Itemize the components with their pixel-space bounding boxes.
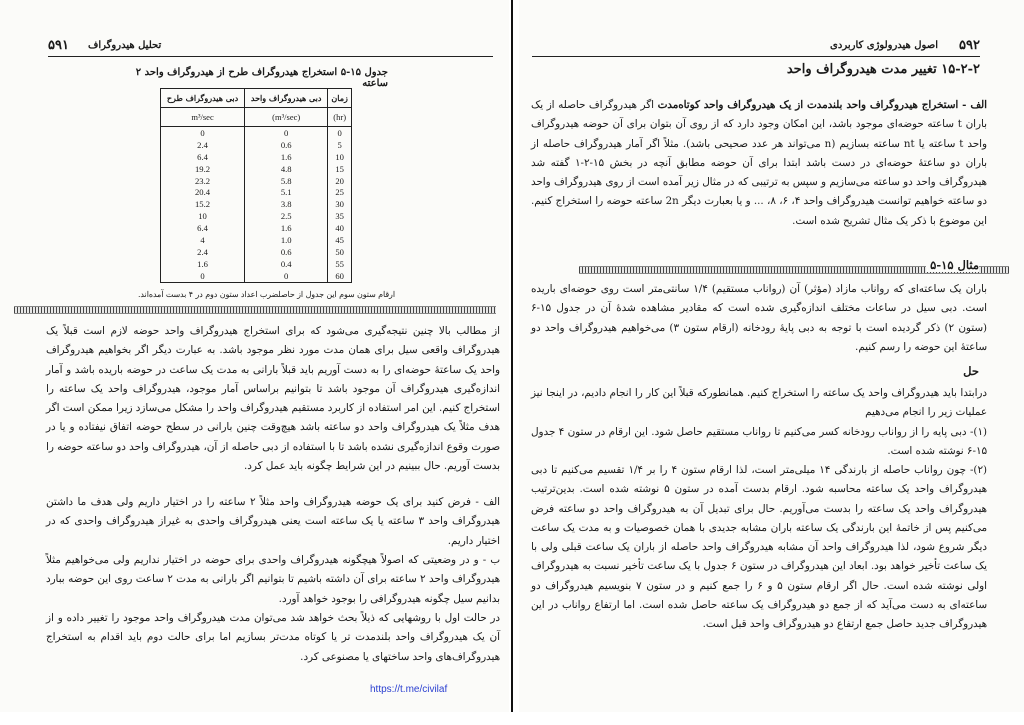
table-cell: 1.0 — [245, 234, 328, 246]
table-cell: 50 — [328, 246, 352, 258]
left-page — [0, 0, 509, 725]
left-running-header — [48, 38, 493, 57]
table-cell: 23.2 — [161, 175, 245, 187]
table-cell: 20 — [328, 175, 352, 187]
table-cell: 6.4 — [161, 151, 245, 163]
bottom-bar — [0, 712, 1024, 725]
table-row — [161, 175, 352, 187]
table-cell: 3.8 — [245, 198, 328, 210]
table-cell: 5 — [328, 139, 352, 151]
table-cell: 5.8 — [245, 175, 328, 187]
table-cell: 2.4 — [161, 139, 245, 151]
table-cell: 0 — [245, 270, 328, 282]
table-cell: 20.4 — [161, 186, 245, 198]
table-cell: 0.6 — [245, 246, 328, 258]
table-cell: 0.6 — [245, 139, 328, 151]
table-cell: 2.5 — [245, 210, 328, 222]
table-cell: 0 — [161, 270, 245, 282]
page-gutter — [509, 0, 519, 725]
left-page-number: ۵۹۱ — [48, 38, 69, 53]
table-cell: 4 — [161, 234, 245, 246]
section-title: ۱۵-۲-۲ تغییر مدت هیدروگراف واحد — [786, 62, 980, 77]
solution-paragraph: درابتدا باید هیدروگراف واحد یک ساعته را استخراج کنیم. همانطورکه قبلاً این کار را انجام دادیم، در اینجا نیز عملیات زیر را انجام می‌دهیم — [531, 387, 987, 419]
body-paragraph: ب - و در وضعیتی که اصولاً هیچگونه هیدروگراف واحدی برای حوضه در اختیار نداریم ولی می‌خواهیم مثلاً هیدروگراف واحد ۲ ساعته برای آن داشته باشیم تا بتوانیم اگر بارانی به مدت ۲ ساعت روی این حوضه ببارد بدانیم سیل چگونه هیدروگرافی را بوجود خواهد آورد. — [46, 554, 500, 605]
table-unit-unit-hydrograph: (m³/sec) — [245, 108, 328, 127]
solution-paragraph: (۱)- دبی پایه را از رواناب رودخانه کسر می‌کنیم تا رواناب مستقیم حاصل شود. این ارقام در ستون ۴ جدول ۱۵-۶ نوشته شده است. — [531, 426, 987, 458]
table-cell: 1.6 — [245, 151, 328, 163]
table-cell: 10 — [161, 210, 245, 222]
table-row — [161, 151, 352, 163]
table-unit-design: m³/sec — [161, 108, 245, 127]
table-row — [161, 186, 352, 198]
table-row — [161, 222, 352, 234]
table-cell: 1.6 — [245, 222, 328, 234]
body-paragraph: در حالت اول با روشهایی که ذیلاً بحث خواهد شد می‌توان مدت هیدروگراف واحد موجود را تغییر داده و از آن یک هیدروگراف واحد بلندمدت تر یا کوتاه مدت‌تر بسازیم اما برای حالت دوم باید اقدام به استخراج هیدروگراف‌های واحد ساختهای یا مصنوعی کرد. — [46, 612, 500, 663]
table-row — [161, 139, 352, 151]
left-running-title: تحلیل هیدروگراف — [88, 40, 162, 51]
table-row — [161, 258, 352, 270]
solution-title: حل — [963, 364, 979, 378]
table-row — [161, 198, 352, 210]
table-cell: 55 — [328, 258, 352, 270]
table-cell: 4.8 — [245, 163, 328, 175]
table-cell: 15 — [328, 163, 352, 175]
table-cell: 25 — [328, 186, 352, 198]
right-running-title: اصول هیدرولوژی کاربردی — [830, 40, 938, 51]
solution-paragraph: (۲)- چون رواناب حاصله از بارندگی ۱۴ میلی‌متر است، لذا ارقام ستون ۴ را بر ۱/۴ تقسیم می‌کنیم تا دبی هیدروگراف واحد یک ساعته محاسبه شود. ارقام بدست آمده در ستون ۵ نوشته شده است. بدین‌ترتیب هیدروگراف واحد یک ساعته را بدست می‌آوریم. حال برای تبدیل آن به هیدروگراف واحد دو ساعته فرض می‌کنیم پس از خاتمهٔ این بارندگی یک ساعته باران مشابه جدیدی با همان خصوصیات و به مدت یک ساعت دیگر شروع شود، لذا هیدروگراف واحد آن مشابه هیدروگراف واحد حاصله از باران یک ساعت قبلی ولی با یک ساعت تأخیر خواهد بود. ابعاد این هیدروگراف در ستون ۶ جدول با یک ساعت تأخیر نسبت به هیدروگراف اولی نوشته شده است. حال اگر ارقام ستون ۵ و ۶ را جمع کنیم و در ستون ۷ بنویسیم هیدروگراف دو ساعته‌ای به دست می‌آید که از جمع دو هیدروگراف یک ساعته حاصل شده است. اما ارتفاع رواناب در این هیدروگراف جدید حاصل جمع ارتفاع دو هیدروگراف واحد قبل است. — [531, 464, 988, 631]
example-paragraph: باران یک ساعته‌ای که رواناب مازاد (مؤثر) آن (رواناب مستقیم) ۱/۴ سانتی‌متر است روی حوضه‌ای باریده است. دبی سیل در ساعات مختلف اندازه‌گیری شده است که مقادیر مشاهده شدهٔ آن در جدول ۱۵-۶ (ستون ۲) ذکر گردیده است با توجه به دبی پایهٔ رودخانه (ارقام ستون ۳) می‌خواهیم هیدروگراف واحد دو ساعتهٔ این حوضه را رسم کنیم. — [531, 283, 987, 353]
table-cell: 0 — [245, 127, 328, 139]
table-header-time: زمان — [328, 89, 352, 108]
table-row — [161, 270, 352, 282]
table-cell: 45 — [328, 234, 352, 246]
intro-body: اگر هیدروگراف حاصله از یک باران t ساعته حوضه‌ای موجود باشد، این امکان وجود دارد که از روی آن بتوان برای آن حوضه هیدروگراف واحد t ساعته یا nt ساعته بسازیم (n می‌تواند هر عدد صحیحی باشد). مثلاً اگر آمار هیدروگراف حاصله از باران دو ساعتهٔ حوضه‌ای در دست باشد ابتدا برای آن حوضه مطابق آنچه در بخش ۱۵-۲-۱ گفته شد هیدروگراف واحد دو ساعته می‌سازیم و سپس به ترتیبی که در مثال زیر آمده است از روی هیدروگراف واحد دو ساعته خواهیم توانست هیدروگراف واحد ۴، ۶، ۸، ... و یا بعبارت دیگر 2n ساعته حوضه را استخراج کنیم. این موضوع با ذکر یک مثال تشریح شده است. — [531, 99, 988, 227]
right-page-number: ۵۹۲ — [959, 38, 980, 53]
intro-paragraph — [531, 96, 987, 231]
table-note: ارقام ستون سوم این جدول از حاصلضرب اعداد ستون دوم در ۴ بدست آمده‌اند. — [137, 290, 395, 299]
table-cell: 0.4 — [245, 258, 328, 270]
table-cell: 10 — [328, 151, 352, 163]
table-row — [161, 210, 352, 222]
table-row — [161, 234, 352, 246]
table-header-unit-hydrograph: دبی هیدروگراف واحد — [245, 89, 328, 108]
table-cell: 60 — [328, 270, 352, 282]
table-cell: 19.2 — [161, 163, 245, 175]
hydrograph-table — [160, 88, 352, 283]
table-cell: 5.1 — [245, 186, 328, 198]
example-title: مثال ۱۵-۵ — [926, 258, 979, 272]
table-caption: جدول ۱۵-۵ استخراج هیدروگراف طرح از هیدروگراف واحد ۲ ساعته — [135, 67, 388, 89]
intro-lead: الف - استخراج هیدروگراف واحد بلندمدت از یک هیدروگراف واحد کوتاه‌مدت — [657, 99, 987, 111]
table-unit-time: (hr) — [328, 108, 352, 127]
table-cell: 0 — [161, 127, 245, 139]
table-cell: 15.2 — [161, 198, 245, 210]
table-cell: 2.4 — [161, 246, 245, 258]
table-cell: 35 — [328, 210, 352, 222]
table-cell: 40 — [328, 222, 352, 234]
table-cell: 0 — [328, 127, 352, 139]
table-row — [161, 163, 352, 175]
right-page — [519, 0, 1024, 725]
body-paragraph: الف - فرض کنید برای یک حوضه هیدروگراف واحد مثلاً ۲ ساعته را در اختیار داریم ولی هدف ما داشتن هیدروگراف واحد ۳ ساعته یا یک ساعته است یعنی هیدروگراف واحدی به غیراز هیدروگراف واحدی که در اختیار داریم. — [46, 496, 500, 547]
table-header-design: دبی هیدروگراف طرح — [161, 89, 245, 108]
right-running-header — [532, 38, 980, 57]
table-row — [161, 246, 352, 258]
section-divider — [14, 306, 496, 314]
table-cell: 30 — [328, 198, 352, 210]
table-cell: 1.6 — [161, 258, 245, 270]
table-row — [161, 127, 352, 139]
telegram-link[interactable]: https://t.me/civilaf — [370, 684, 448, 695]
table-cell: 6.4 — [161, 222, 245, 234]
body-paragraph: از مطالب بالا چنین نتیجه‌گیری می‌شود که برای استخراج هیدروگراف واحد حوضه لازم است قبلاً یک هیدروگراف واقعی سیل برای همان مدت مورد نظر موجود باشد. به عبارت دیگر اگر بخواهیم هیدروگراف واحد یک ساعتهٔ حوضه‌ای را به دست آوریم باید قبلاً بارانی به مدت یک ساعت در حوضه باریده باشد و آمار اندازه‌گیری هیدروگراف آن موجود باشد تا بتوانیم براساس آمار موجود، هیدروگراف واحد یک ساعته را استخراج کنیم. این امر استفاده از کاربرد مستقیم هیدروگراف واحد را مشکل می‌سازد زیرا ممکن است اگر هدف مثلاً یک هیدروگراف واحد دو ساعته باشد هیچ‌وقت چنین بارانی در سطح حوضه اتفاق نیفتاده و یا در صورت وقوع اندازه‌گیری نشده باشد تا با استفاده از دبی حاصله از آن، هیدروگراف واحد دو ساعته حوضه را بدست آوریم. حال ببینیم در این شرایط چگونه باید عمل کرد. — [46, 325, 500, 473]
